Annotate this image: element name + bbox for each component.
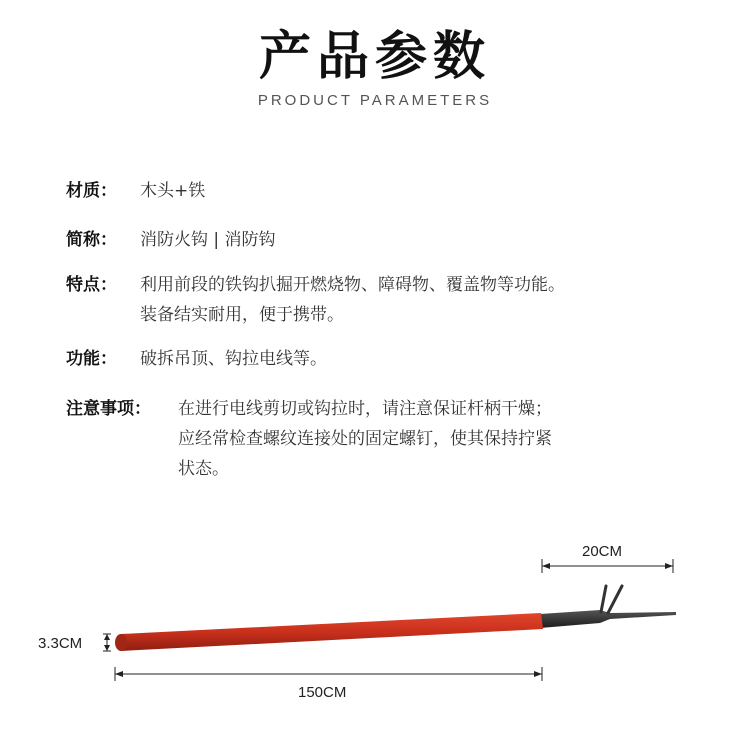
param-value: [140, 270, 565, 330]
param-label: 注意事项：: [66, 399, 151, 419]
param-line: 装备结实耐用，便于携带。: [140, 305, 344, 325]
param-features: [66, 270, 565, 330]
param-short-name: [66, 225, 276, 255]
total-length-label: 150CM: [298, 684, 347, 701]
wooden-handle: [115, 613, 543, 651]
param-value: [178, 394, 552, 484]
param-notice: [66, 394, 552, 484]
param-label: 材质：: [66, 181, 117, 201]
page-title: 产品参数: [258, 27, 491, 87]
param-label: 简称：: [66, 230, 117, 250]
hook-length-label: 20CM: [582, 543, 623, 560]
param-label: 特点：: [66, 275, 117, 295]
hook-length-dimension: [542, 559, 673, 573]
param-line: 应经常检查螺纹连接处的固定螺钉，使其保持拧紧: [178, 429, 552, 449]
hook-head: [540, 586, 676, 628]
param-value: [140, 225, 276, 255]
diameter-label: 3.3CM: [38, 635, 83, 652]
param-line: 消防火钩 | 消防钩: [140, 230, 276, 250]
total-length-dimension: [115, 667, 542, 681]
param-line: 利用前段的铁钩扒掘开燃烧物、障碍物、覆盖物等功能。: [140, 275, 565, 295]
param-material: [66, 176, 205, 206]
param-line: 木头+铁: [140, 181, 206, 201]
page-subtitle: PRODUCT PARAMETERS: [257, 92, 493, 109]
param-function: [66, 344, 327, 374]
param-label: 功能：: [66, 349, 117, 369]
diameter-dimension: [103, 634, 111, 651]
param-value: [140, 344, 327, 374]
param-line: 在进行电线剪切或钩拉时，请注意保证杆柄干燥；: [178, 399, 552, 419]
param-line: 状态。: [178, 459, 229, 479]
param-line: 破拆吊顶、钩拉电线等。: [140, 349, 327, 369]
fire-hook-illustration: [0, 540, 750, 710]
param-value: [140, 176, 205, 206]
